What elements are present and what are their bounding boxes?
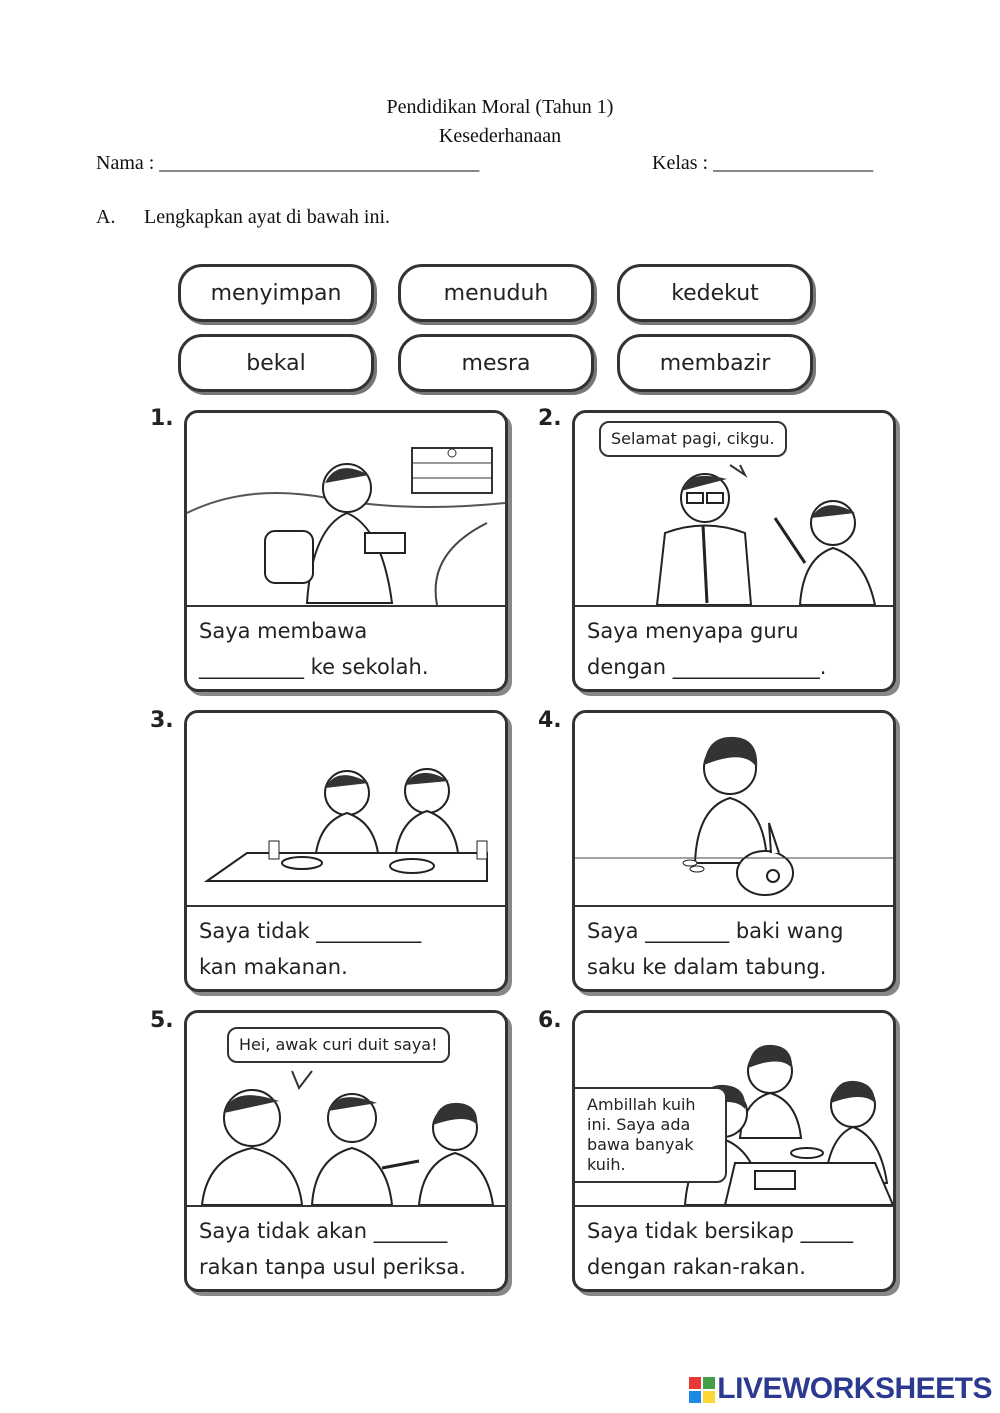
sentence-line-1: Saya membawa [199, 619, 368, 643]
question-number: 5. [150, 1008, 174, 1033]
class-field[interactable]: Kelas : ________________ [652, 152, 874, 174]
question-number: 3. [150, 708, 174, 733]
speech-bubble: Hei, awak curi duit saya! [227, 1027, 450, 1063]
word-bank-item: menyimpan [178, 264, 374, 322]
sentence-line-2: kan makanan. [199, 955, 348, 979]
sentence-line-2[interactable]: dengan ______________. [587, 655, 827, 679]
sentence-line-1[interactable]: Saya tidak bersikap _____ [587, 1219, 854, 1243]
question-panel-4 [572, 710, 896, 992]
sentence-line-1: Saya menyapa guru [587, 619, 799, 643]
question-panel-2 [572, 410, 896, 692]
illustration-boy-school [187, 413, 505, 607]
question-number: 6. [538, 1008, 562, 1033]
question-panel-3 [184, 710, 508, 992]
sentence-line-2: saku ke dalam tabung. [587, 955, 827, 979]
question-number: 2. [538, 406, 562, 431]
illustration-boys-eating [187, 713, 505, 907]
question-number: 4. [538, 708, 562, 733]
liveworksheets-logo-icon [689, 1377, 715, 1403]
illustration-girl-piggybank [575, 713, 893, 907]
question-panel-1 [184, 410, 508, 692]
name-field[interactable]: Nama : ________________________________ [96, 152, 480, 174]
question-number: 1. [150, 406, 174, 431]
liveworksheets-watermark [689, 1372, 992, 1406]
sentence-line-1[interactable]: Saya tidak akan _______ [199, 1219, 448, 1243]
sentence-line-2: dengan rakan-rakan. [587, 1255, 806, 1279]
sentence-line-2[interactable]: __________ ke sekolah. [199, 655, 429, 679]
speech-bubble: Ambillah kuih ini. Saya ada bawa banyak kuih. [572, 1087, 727, 1183]
watermark-text: LIVEWORKSHEETS [717, 1372, 992, 1405]
sentence-line-1[interactable]: Saya ________ baki wang [587, 919, 844, 943]
subject-title: Pendidikan Moral (Tahun 1) [386, 96, 614, 118]
word-bank-item: membazir [617, 334, 813, 392]
word-bank-item: mesra [398, 334, 594, 392]
word-bank-item: kedekut [617, 264, 813, 322]
word-bank-item: bekal [178, 334, 374, 392]
question-panel-6 [572, 1010, 896, 1292]
speech-bubble: Selamat pagi, cikgu. [599, 421, 787, 457]
topic-title: Kesederhanaan [438, 125, 562, 147]
sentence-line-2: rakan tanpa usul periksa. [199, 1255, 466, 1279]
sentence-line-1[interactable]: Saya tidak __________ [199, 919, 422, 943]
question-panel-5 [184, 1010, 508, 1292]
section-instruction: Lengkapkan ayat di bawah ini. [144, 206, 391, 228]
word-bank-item: menuduh [398, 264, 594, 322]
section-letter: A. [96, 206, 116, 228]
